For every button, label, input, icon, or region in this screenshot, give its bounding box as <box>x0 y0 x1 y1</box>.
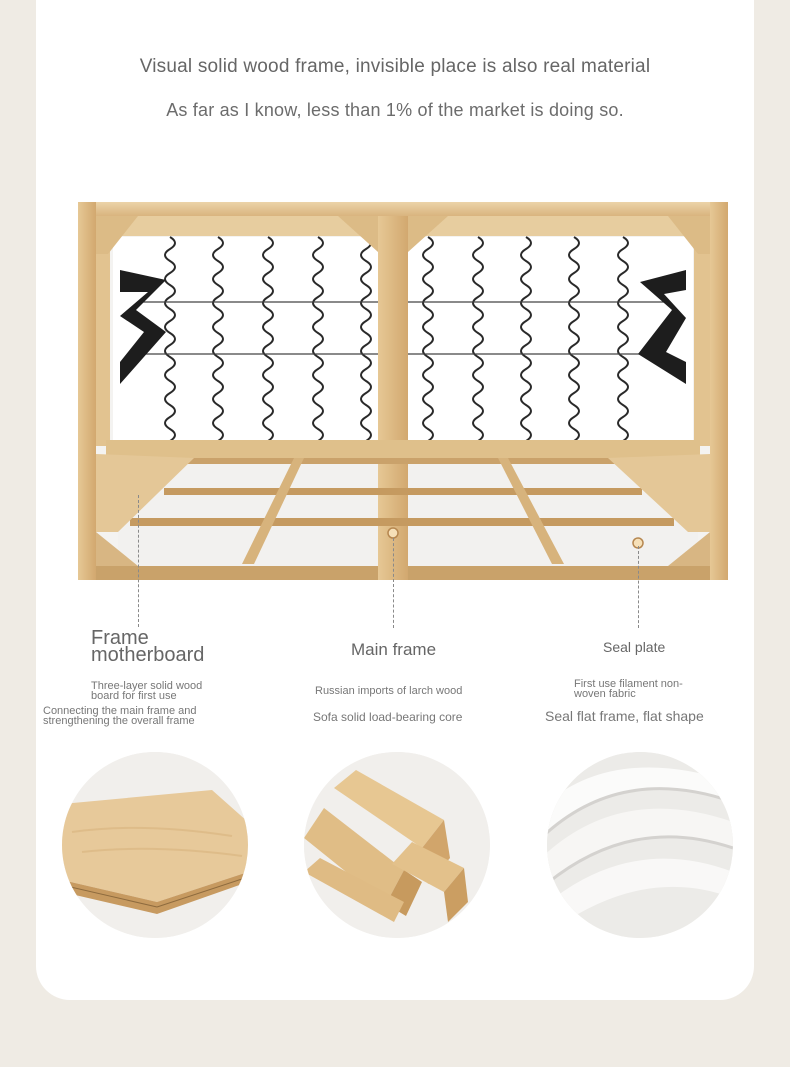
seal-plate-title: Seal plate <box>603 639 666 655</box>
headline-primary: Visual solid wood frame, invisible place is also real material <box>139 56 651 77</box>
frame-motherboard-title-line2: motherboard <box>91 644 205 666</box>
frame-motherboard-note2 <box>43 706 196 726</box>
seal-plate-note1-line1: First use filament non- <box>574 678 683 690</box>
main-frame-title: Main frame <box>351 640 437 659</box>
plywood-board-image <box>62 752 248 938</box>
seal-plate-note1 <box>574 679 683 699</box>
sofa-frame-svg <box>78 202 728 580</box>
frame-motherboard-title <box>91 627 205 666</box>
headline-secondary: As far as I know, less than 1% of the market is doing so. <box>166 100 624 120</box>
non-woven-fabric-image <box>547 752 733 938</box>
frame-motherboard-note2-line2: strengthening the overall frame <box>43 715 195 727</box>
pointer-line-seal-plate <box>638 546 639 628</box>
seal-plate-note1-line2: woven fabric <box>574 688 636 700</box>
larch-wood-beams-image <box>304 752 490 938</box>
frame-motherboard-note1-line2: board for first use <box>91 690 177 702</box>
seal-plate-note2: Seal flat frame, flat shape <box>545 708 704 724</box>
sofa-frame-illustration <box>78 202 728 580</box>
main-frame-note2: Sofa solid load-bearing core <box>313 710 463 724</box>
main-frame-note1: Russian imports of larch wood <box>315 685 463 697</box>
frame-motherboard-title-line1: Frame <box>91 627 149 649</box>
frame-motherboard-note1-line1: Three-layer solid wood <box>91 680 203 692</box>
frame-motherboard-note2-line1: Connecting the main frame and <box>43 705 197 717</box>
pointer-line-main-frame <box>393 538 394 628</box>
frame-motherboard-note1 <box>91 681 202 701</box>
pointer-line-frame-motherboard <box>138 495 139 627</box>
